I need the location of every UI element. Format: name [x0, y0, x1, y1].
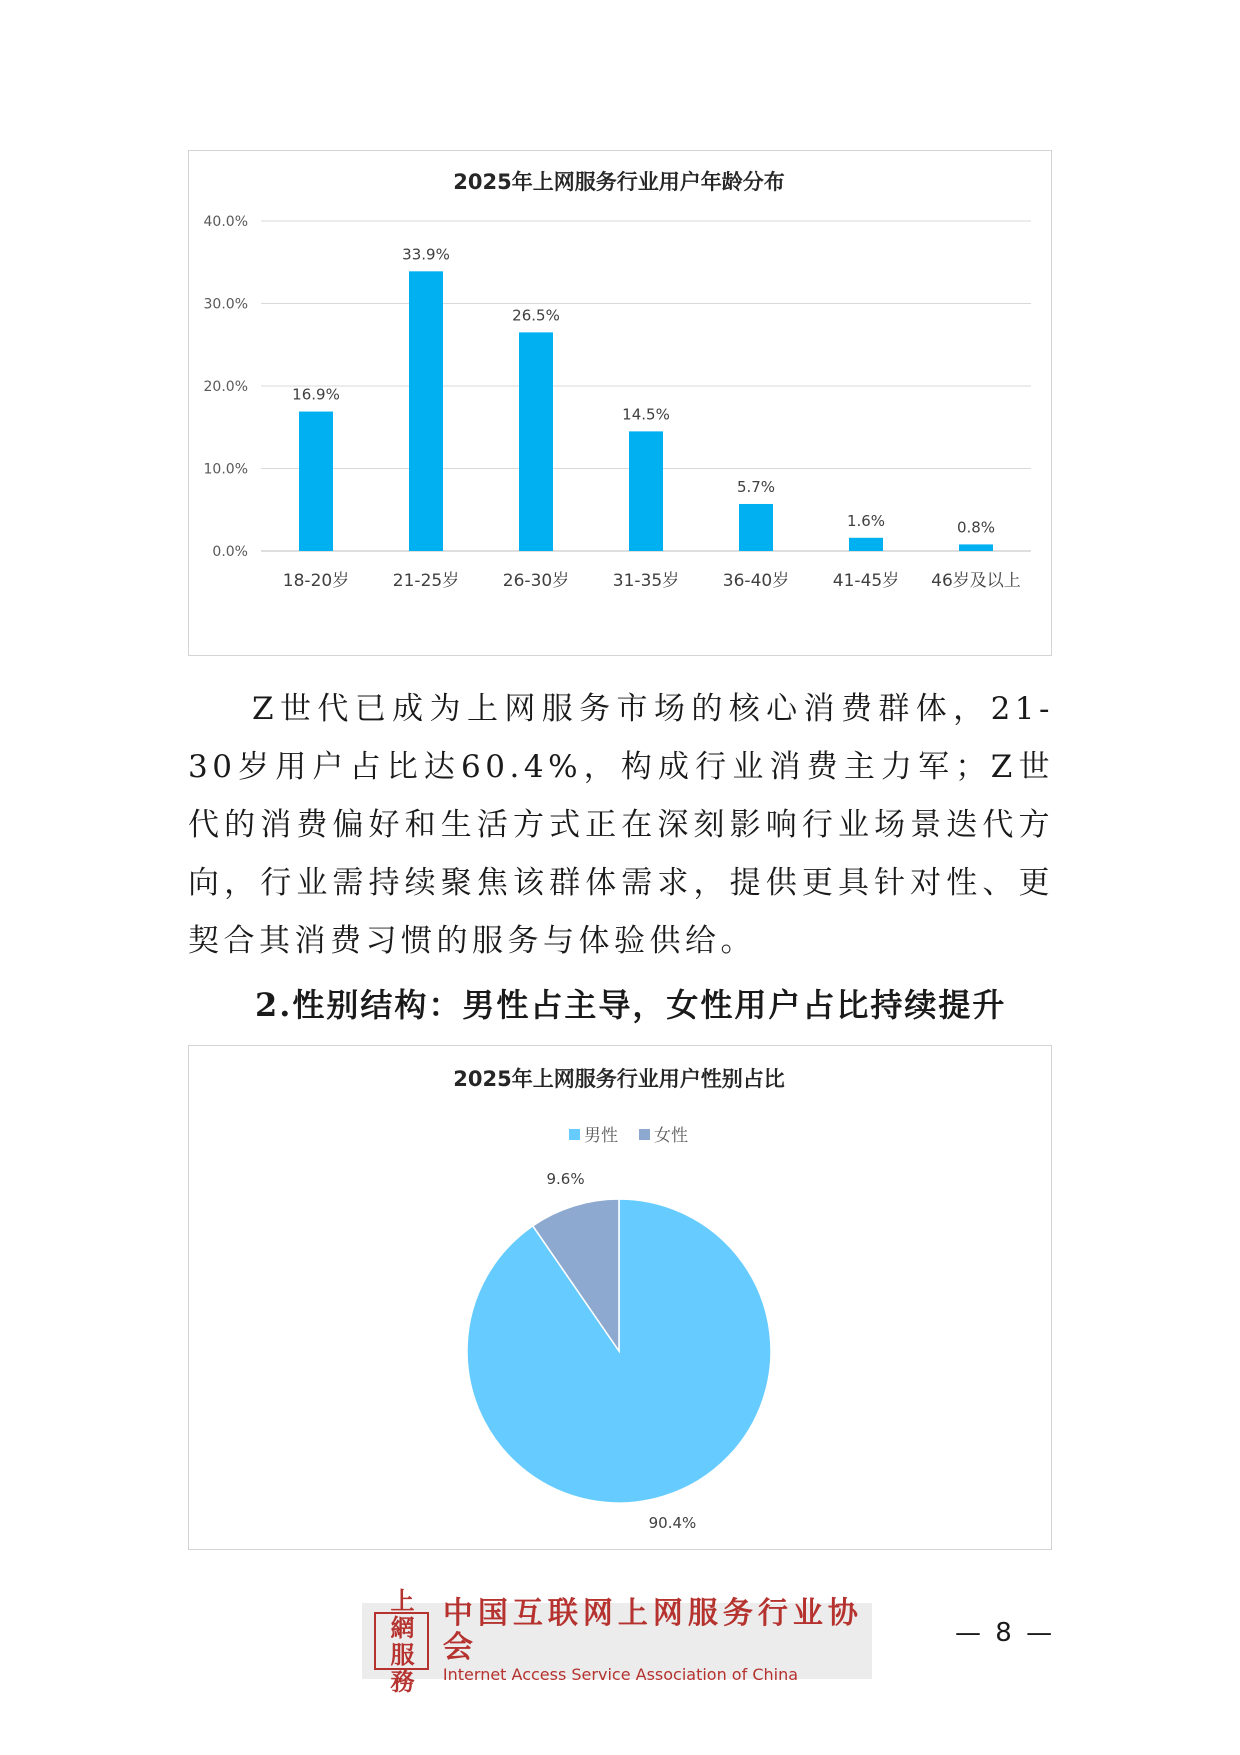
pie-data-label: 90.4%	[648, 1513, 697, 1532]
gender-pie-chart-svg	[189, 1046, 1050, 1548]
y-tick-label: 30.0%	[203, 296, 248, 313]
data-label: 0.8%	[956, 518, 996, 537]
age-distribution-chart	[188, 150, 1052, 656]
section-subheading: 2.性别结构：男性占主导，女性用户占比持续提升	[255, 986, 1007, 1024]
y-tick-label: 10.0%	[203, 461, 248, 478]
y-tick-label: 0.0%	[212, 544, 248, 560]
legend-swatch	[639, 1129, 650, 1140]
x-category-label: 31-35岁	[612, 571, 680, 591]
data-label: 33.9%	[402, 245, 450, 264]
legend-swatch	[569, 1129, 580, 1140]
data-label: 16.9%	[292, 385, 340, 404]
legend-label: 男性	[584, 1126, 618, 1146]
age-bar-chart-svg	[189, 151, 1050, 654]
association-name-en: Internet Access Service Association of China	[442, 1665, 799, 1684]
bar	[299, 412, 333, 551]
page-number: — 8 —	[955, 1618, 1056, 1648]
x-category-label: 26-30岁	[502, 571, 570, 591]
x-category-label: 41-45岁	[832, 571, 900, 591]
x-category-label: 46岁及以上	[931, 571, 1021, 591]
x-category-label: 18-20岁	[282, 571, 350, 591]
legend-label: 女性	[654, 1126, 688, 1146]
data-label: 5.7%	[736, 477, 776, 496]
bar	[849, 538, 883, 551]
bar	[519, 332, 553, 551]
seal-glyph: 務	[390, 1667, 413, 1696]
seal-glyph: 服	[390, 1640, 413, 1669]
x-category-label: 21-25岁	[392, 571, 460, 591]
association-logo	[362, 1586, 872, 1696]
association-name	[443, 1597, 872, 1685]
bar	[739, 504, 773, 551]
gender-chart-title: 2025年上网服务行业用户性别占比	[453, 1067, 785, 1091]
pie-data-label: 9.6%	[546, 1170, 585, 1189]
seal-glyph: 網	[390, 1613, 413, 1642]
data-label: 1.6%	[846, 511, 886, 530]
data-label: 26.5%	[512, 306, 560, 325]
y-tick-label: 20.0%	[203, 379, 248, 395]
bar	[409, 271, 443, 551]
y-tick-label: 40.0%	[203, 214, 248, 230]
body-paragraph: Z世代已成为上网服务市场的核心消费群体，21-30岁用户占比达60.4%，构成行业消费主力军；Z世代的消费偏好和生活方式正在深刻影响行业场景迭代方向，行业需持续聚焦该群体需求，提供更具针对性、更契合其消费习惯的服务与体验供给。	[188, 691, 1054, 959]
association-seal	[374, 1586, 429, 1696]
data-label: 14.5%	[622, 405, 670, 424]
x-category-label: 36-40岁	[722, 571, 790, 591]
bar	[959, 544, 993, 551]
seal-glyph: 上	[390, 1586, 413, 1615]
gender-ratio-chart	[188, 1045, 1052, 1550]
bar	[629, 431, 663, 551]
association-name-cn: 中国互联网上网服务行业协会	[442, 1596, 863, 1665]
age-chart-title: 2025年上网服务行业用户年龄分布	[453, 170, 785, 194]
